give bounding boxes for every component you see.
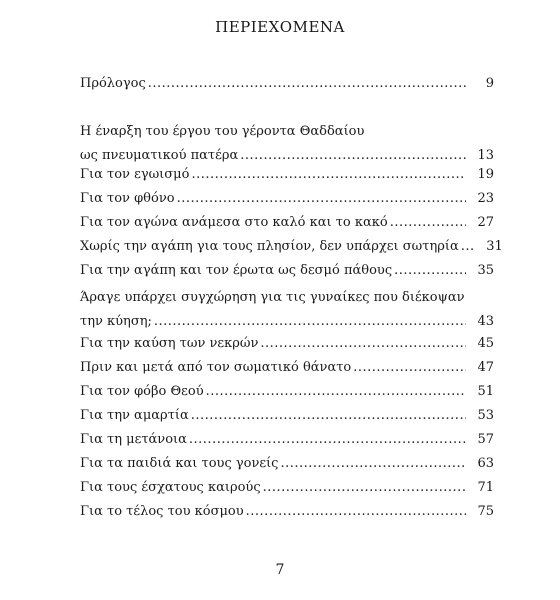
- toc-entry-page: 31: [486, 239, 503, 254]
- toc-entry-page: 75: [477, 504, 494, 519]
- toc-entry-page: 35: [477, 263, 494, 278]
- toc-entry-page: 13: [477, 148, 494, 163]
- toc-entry[interactable]: [80, 500, 494, 524]
- toc-entry-title: Για τα παιδιά και τους γονείς: [80, 456, 279, 471]
- leader-dots: [191, 163, 466, 187]
- toc-entry-title: Για τον φόβο Θεού: [80, 384, 204, 399]
- toc-entry[interactable]: [80, 428, 494, 452]
- toc-entry-title: Για τον αγώνα ανάμεσα στο καλό και το κακό: [80, 215, 388, 230]
- leader-dots: [394, 259, 466, 283]
- leader-dots: [280, 452, 466, 476]
- toc-entry[interactable]: [80, 211, 494, 235]
- page-number: 7: [275, 562, 285, 578]
- toc-entry[interactable]: [80, 120, 494, 168]
- toc-entry-page: 63: [477, 456, 494, 471]
- toc-entry-title: Πρόλογος: [80, 76, 146, 91]
- toc-entry-title: Για τον φθόνο: [80, 191, 175, 206]
- toc-entry[interactable]: [80, 332, 494, 356]
- toc-entry[interactable]: [80, 235, 503, 259]
- toc-entry-title: Για τον εγωισμό: [80, 167, 190, 182]
- toc-entry-page: 27: [477, 215, 494, 230]
- toc-entry[interactable]: [80, 259, 494, 283]
- leader-dots: [461, 235, 475, 259]
- toc-entry-title: Για την καύση των νεκρών: [80, 336, 259, 351]
- toc-entry[interactable]: [80, 476, 494, 500]
- toc-entry[interactable]: [80, 187, 494, 211]
- toc-entry-title: Για την αμαρτία: [80, 408, 189, 423]
- toc-entry-title: ως πνευματικού πατέρα: [80, 148, 239, 163]
- toc-entry-page: 45: [477, 336, 494, 351]
- toc-entry-title: την κύηση;: [80, 314, 152, 329]
- leader-dots: [263, 476, 466, 500]
- leader-dots: [246, 500, 466, 524]
- toc-entry-title-line1: Άραγε υπάρχει συγχώρηση για τις γυναίκες που διέκοψαν: [80, 290, 465, 305]
- toc-entry[interactable]: [80, 452, 494, 476]
- leader-dots: [206, 380, 466, 404]
- toc-entry-page: 43: [477, 314, 494, 329]
- toc-entry-title: Για τους έσχατους καιρούς: [80, 480, 261, 495]
- toc-entry[interactable]: [80, 404, 494, 428]
- leader-dots: [189, 428, 466, 452]
- leader-dots: [154, 310, 466, 334]
- toc-entry-page: 47: [477, 360, 494, 375]
- toc-entry-page: 57: [477, 432, 494, 447]
- toc-entry-title: Για τη μετάνοια: [80, 432, 187, 447]
- toc-entry-title: Για το τέλος του κόσμου: [80, 504, 244, 519]
- leader-dots: [148, 72, 466, 96]
- leader-dots: [353, 356, 466, 380]
- toc-entry[interactable]: [80, 163, 494, 187]
- toc-entry[interactable]: [80, 72, 494, 96]
- toc-entry-title: Πριν και μετά από τον σωματικό θάνατο: [80, 360, 352, 375]
- toc-entry-page: 71: [477, 480, 494, 495]
- toc-entry-page: 23: [477, 191, 494, 206]
- toc-entry-page: 53: [477, 408, 494, 423]
- toc-entry[interactable]: [80, 286, 494, 334]
- leader-dots: [260, 332, 466, 356]
- leader-dots: [191, 404, 466, 428]
- toc-entry-page: 19: [477, 167, 494, 182]
- leader-dots: [177, 187, 466, 211]
- toc-entry-title: Χωρίς την αγάπη για τους πλησίον, δεν υπάρχει σωτηρία: [80, 239, 459, 254]
- toc-entry-title: Για την αγάπη και τον έρωτα ως δεσμό πάθους: [80, 263, 393, 278]
- toc-entry[interactable]: [80, 356, 494, 380]
- toc-entry-title-line1: Η έναρξη του έργου του γέροντα Θαδδαίου: [80, 124, 365, 139]
- page-title: ΠΕΡΙΕΧΟΜΕΝΑ: [215, 18, 345, 36]
- toc-entry-page: 9: [485, 76, 494, 91]
- toc-entry-page: 51: [477, 384, 494, 399]
- toc-entry[interactable]: [80, 380, 494, 404]
- leader-dots: [390, 211, 466, 235]
